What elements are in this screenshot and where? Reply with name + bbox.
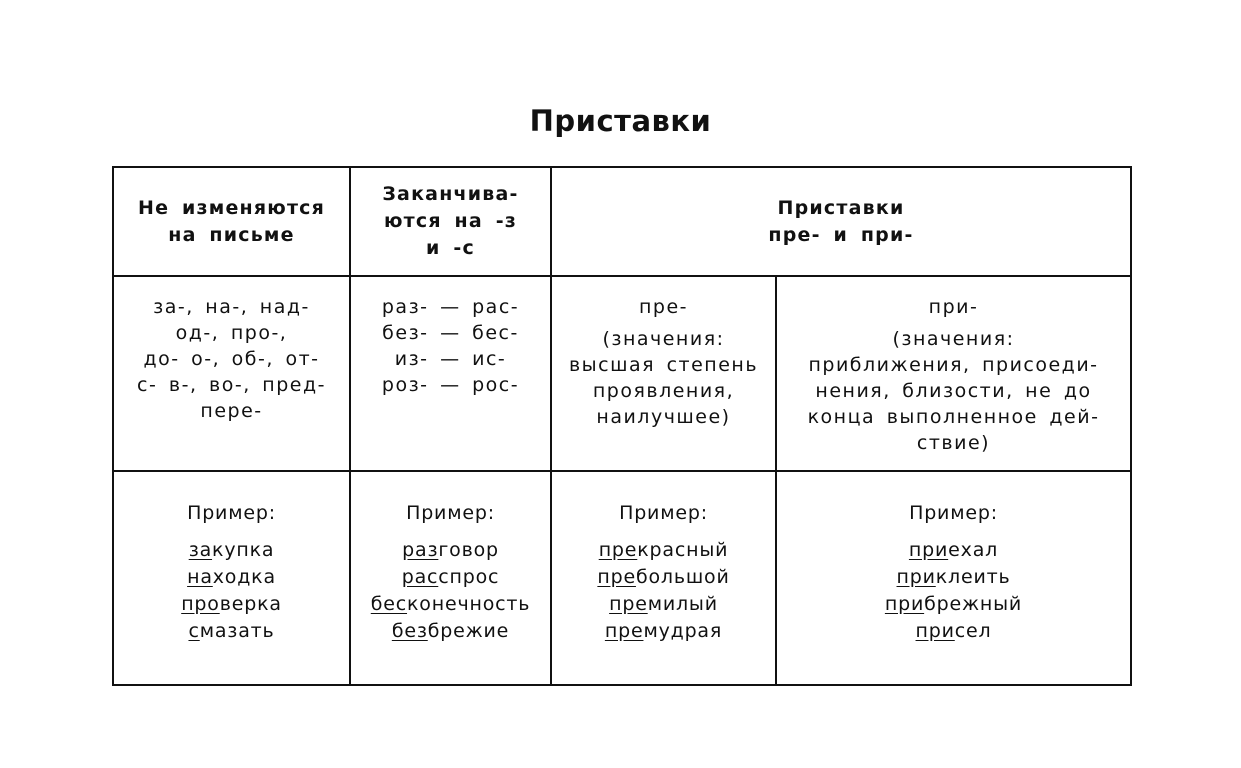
example-word [777, 564, 1130, 591]
examples-pre [551, 471, 776, 685]
rule-line: за-, на-, над- [153, 296, 310, 318]
example-prefix: при [884, 593, 925, 615]
rules-row [113, 276, 1131, 471]
example-rest: верка [219, 593, 282, 615]
rule-line: из- — ис- [394, 348, 507, 370]
example-prefix: за [188, 539, 213, 561]
rule-z-s [350, 276, 551, 471]
example-rest: сел [954, 620, 992, 642]
example-prefix: пре [597, 566, 636, 588]
header-unchanging [113, 167, 350, 276]
header-text-line: Не изменяются [137, 196, 326, 219]
example-rest: купка [212, 539, 275, 561]
example-word [777, 537, 1130, 564]
rule-meaning-line: наилучшее) [596, 406, 731, 428]
header-pre-pri [551, 167, 1131, 276]
examples-pri [776, 471, 1131, 685]
rule-line: пере- [200, 400, 263, 422]
example-word [552, 618, 775, 645]
header-z-s [350, 167, 551, 276]
example-rest: говор [438, 539, 499, 561]
examples-row [113, 471, 1131, 685]
rule-line: раз- — рас- [381, 296, 520, 318]
example-prefix: без [391, 620, 428, 642]
example-label: Пример: [619, 502, 708, 524]
example-prefix: бес [370, 593, 408, 615]
example-rest: спрос [438, 566, 500, 588]
rule-meaning-line: (значения: [892, 328, 1015, 350]
rule-meaning-line: конца выполненное дей- [807, 406, 1100, 428]
examples-unchanging [113, 471, 350, 685]
examples-z-s [350, 471, 551, 685]
rule-line: с- в-, во-, пред- [137, 374, 326, 396]
rule-unchanging [113, 276, 350, 471]
example-word [351, 537, 550, 564]
rule-prefix: при- [928, 296, 979, 318]
example-prefix: с [188, 620, 200, 642]
rule-prefix: пре- [638, 296, 689, 318]
example-word [114, 564, 349, 591]
example-prefix: пре [598, 539, 638, 561]
example-word [777, 618, 1130, 645]
rule-pri [776, 276, 1131, 471]
example-rest: брежие [427, 620, 510, 642]
rule-meaning-line: (значения: [602, 328, 725, 350]
example-rest: брежный [924, 593, 1023, 615]
rule-line: роз- — рос- [381, 374, 520, 396]
header-text-line: Заканчива- [382, 183, 519, 205]
example-prefix: на [187, 566, 213, 588]
example-prefix: пре [604, 620, 644, 642]
example-prefix: про [181, 593, 220, 615]
rule-pre [551, 276, 776, 471]
example-prefix: пре [609, 593, 648, 615]
header-text-line: и -с [426, 237, 475, 259]
rule-line: без- — бес- [382, 322, 519, 344]
rule-line: од-, про-, [175, 322, 288, 344]
prefixes-table [112, 166, 1132, 686]
example-rest: конечность [407, 593, 531, 615]
example-rest: мудрая [643, 620, 723, 642]
example-rest: милый [647, 593, 718, 615]
rule-meaning-line: ствие) [916, 432, 991, 454]
page-title: Приставки [529, 104, 712, 138]
example-word [552, 537, 775, 564]
example-word [351, 564, 550, 591]
example-rest: клеить [935, 566, 1011, 588]
example-prefix: при [896, 566, 936, 588]
header-text-line: Приставки [777, 196, 905, 219]
example-rest: большой [635, 566, 730, 588]
example-word [777, 591, 1130, 618]
header-text-line: ются на -з [383, 210, 518, 232]
example-word [351, 618, 550, 645]
example-rest: ехал [948, 539, 999, 561]
example-prefix: при [908, 539, 949, 561]
header-row [113, 167, 1131, 276]
example-word [552, 564, 775, 591]
example-rest: мазать [199, 620, 275, 642]
example-rest: ходка [212, 566, 276, 588]
rule-meaning-line: приближения, присоеди- [808, 354, 1099, 376]
rule-meaning-line: нения, близости, не до [815, 380, 1092, 402]
example-label: Пример: [909, 502, 998, 524]
example-prefix: при [915, 620, 955, 642]
example-word [552, 591, 775, 618]
header-text-line: пре- и при- [768, 223, 914, 246]
example-prefix: рас [401, 566, 439, 588]
example-rest: красный [637, 539, 729, 561]
example-label: Пример: [187, 502, 276, 524]
example-word [114, 591, 349, 618]
example-label: Пример: [406, 502, 495, 524]
example-word [114, 537, 349, 564]
rule-meaning-line: проявления, [592, 380, 735, 402]
example-word [114, 618, 349, 645]
rule-line: до- о-, об-, от- [143, 348, 320, 370]
header-text-line: на письме [168, 223, 295, 246]
example-word [351, 591, 550, 618]
example-prefix: раз [402, 539, 439, 561]
rule-meaning-line: высшая степень [568, 354, 759, 376]
